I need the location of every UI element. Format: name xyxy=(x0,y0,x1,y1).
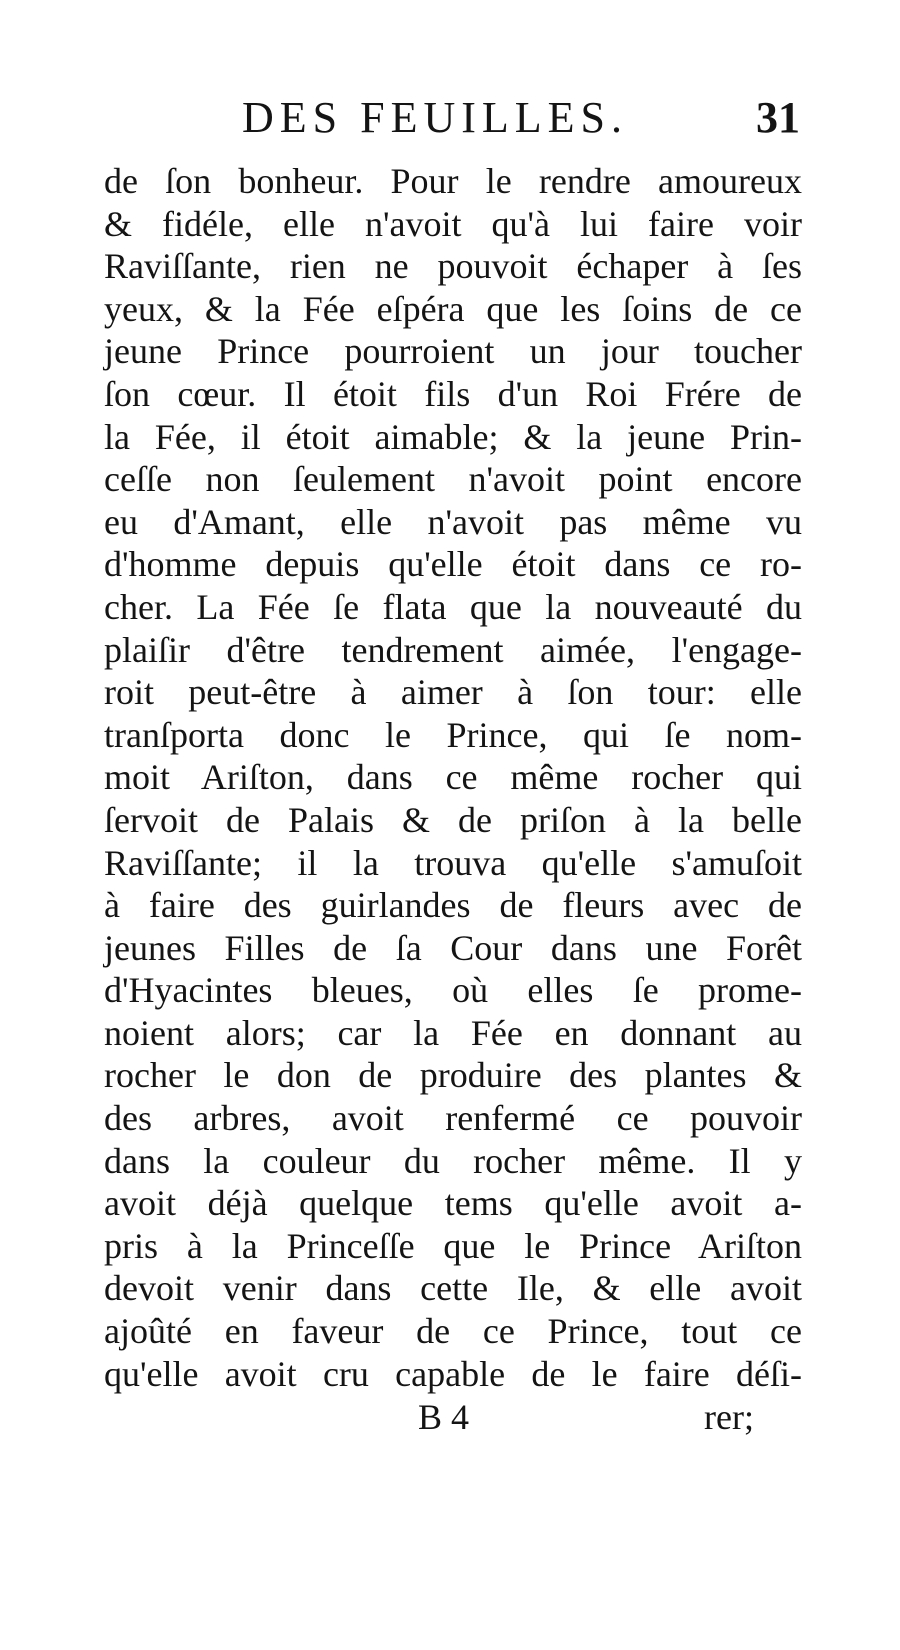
running-title: DES FEUILLES. xyxy=(242,93,628,142)
text-line: jeunes Filles de ſa Cour dans une Forêt xyxy=(104,927,802,968)
text-line: rocher le don de produire des plantes & xyxy=(104,1055,802,1096)
text-line: Raviſſante, rien ne pouvoit échaper à ſes xyxy=(104,246,802,287)
text-line: moit Ariſton, dans ce même rocher qui xyxy=(104,757,802,798)
body-text xyxy=(104,160,802,1395)
text-line: ſon cœur. Il étoit fils d'un Roi Frére de xyxy=(104,373,802,414)
text-line: la Fée, il étoit aimable; & la jeune Prin- xyxy=(104,416,802,457)
text-line: roit peut-être à aimer à ſon tour: elle xyxy=(104,672,802,713)
text-line: cher. La Fée ſe flata que la nouveauté du xyxy=(104,586,802,627)
catchword: rer; xyxy=(704,1397,754,1437)
text-line: jeune Prince pourroient un jour toucher xyxy=(104,331,802,372)
page-footer xyxy=(0,1392,900,1442)
text-line: devoit venir dans cette Ile, & elle avoit xyxy=(104,1268,802,1309)
running-head xyxy=(0,88,900,148)
text-line: Raviſſante; il la trouva qu'elle s'amuſoit xyxy=(104,842,802,883)
text-line: pris à la Princeſſe que le Prince Ariſton xyxy=(104,1225,802,1266)
text-line: qu'elle avoit cru capable de le faire déſi- xyxy=(104,1353,802,1394)
text-line: ſervoit de Palais & de priſon à la belle xyxy=(104,799,802,840)
text-line: avoit déjà quelque tems qu'elle avoit a- xyxy=(104,1183,802,1224)
text-line: ceſſe non ſeulement n'avoit point encore xyxy=(104,459,802,500)
text-line: d'homme depuis qu'elle étoit dans ce ro- xyxy=(104,544,802,585)
text-line: yeux, & la Fée eſpéra que les ſoins de ce xyxy=(104,288,802,329)
text-line: & fidéle, elle n'avoit qu'à lui faire voir xyxy=(104,203,802,244)
text-line: ajoûté en faveur de ce Prince, tout ce xyxy=(104,1311,802,1352)
text-line: eu d'Amant, elle n'avoit pas même vu xyxy=(104,501,802,542)
text-line: tranſporta donc le Prince, qui ſe nom- xyxy=(104,714,802,755)
page-number: 31 xyxy=(756,93,800,142)
text-line: à faire des guirlandes de fleurs avec de xyxy=(104,885,802,926)
text-line: de ſon bonheur. Pour le rendre amoureux xyxy=(104,161,802,201)
text-line: dans la couleur du rocher même. Il y xyxy=(104,1140,802,1181)
text-line: plaiſir d'être tendrement aimée, l'engage- xyxy=(104,629,802,670)
text-line: d'Hyacintes bleues, où elles ſe prome- xyxy=(104,970,802,1011)
text-line: noient alors; car la Fée en donnant au xyxy=(104,1012,802,1053)
signature-mark: B 4 xyxy=(418,1397,470,1437)
text-line: des arbres, avoit renfermé ce pouvoir xyxy=(104,1098,802,1139)
